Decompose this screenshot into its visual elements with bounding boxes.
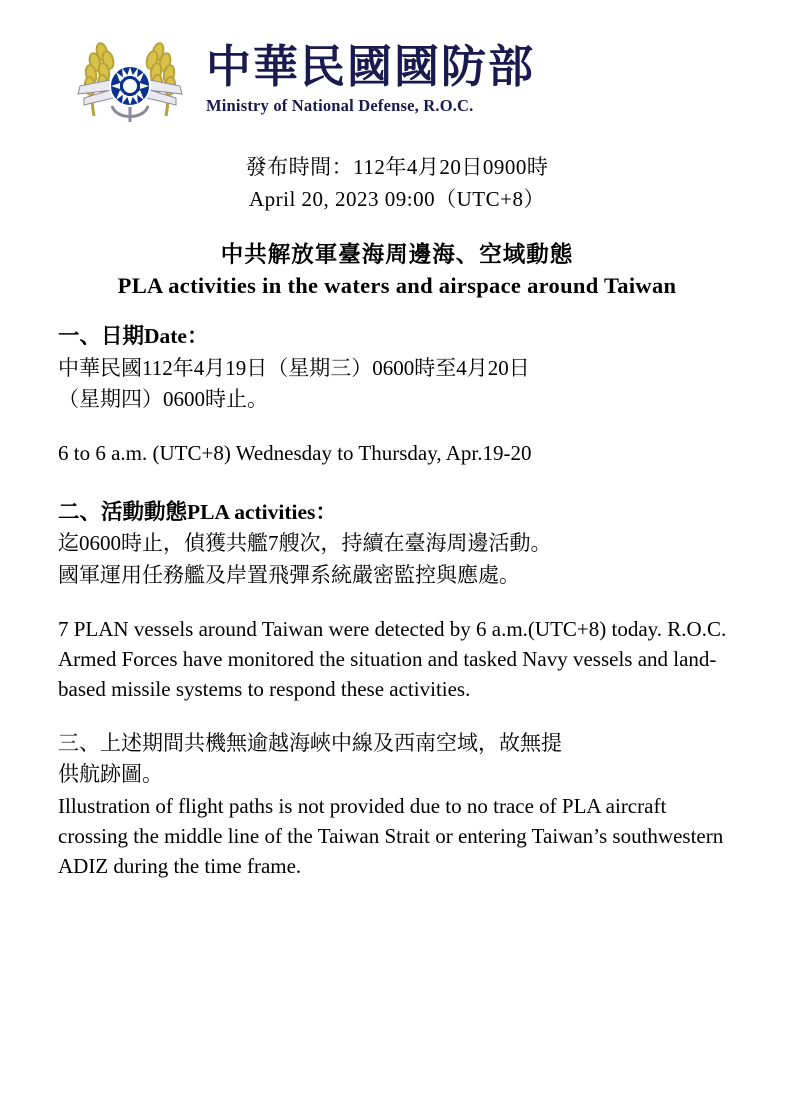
section-1-zh-line-1: 中華民國112年4月19日（星期三）0600時至4月20日: [58, 355, 530, 380]
section-3-zh-line-2: 供航跡圖。: [58, 762, 163, 787]
section-2-en: 7 PLAN vessels around Taiwan were detected by 6 a.m.(UTC+8) today. R.O.C. Armed Forces have monitored the situation and tasked Navy vessels and land-based missile systems to respond these activities.: [58, 617, 727, 701]
document-title-zh: 中共解放軍臺海周邊海、空域動態: [220, 242, 574, 267]
release-time-en: April 20, 2023 09:00（UTC+8）: [248, 186, 545, 211]
spacer: [58, 415, 738, 437]
document-header: [0, 0, 794, 138]
ministry-name-block: [206, 42, 535, 116]
document-title-block: [0, 237, 794, 299]
section-2-zh-line-1: 迄0600時止，偵獲共艦7艘次，持續在臺海周邊活動。: [58, 531, 552, 556]
roc-national-emblem-icon: [60, 24, 200, 134]
section-2-heading: 二、活動動態PLA activities：: [58, 499, 337, 524]
section-3-zh-line-1: 三、上述期間共機無逾越海峽中線及西南空域，故無提: [58, 730, 562, 755]
release-time-zh: 發布時間：112年4月20日0900時: [245, 155, 549, 179]
ministry-name-en: Ministry of National Defense, R.O.C.: [206, 95, 474, 115]
section-2-zh-line-2: 國軍運用任務艦及岸置飛彈系統嚴密監控與應處。: [58, 563, 520, 588]
spacer: [58, 591, 738, 613]
section-1-en: 6 to 6 a.m. (UTC+8) Wednesday to Thursday, Apr.19-20: [58, 441, 532, 466]
release-time-block: [0, 152, 794, 215]
section-1-zh-line-2: （星期四）0600時止。: [58, 387, 268, 412]
spacer: [58, 705, 738, 727]
section-1-heading: 一、日期Date：: [58, 324, 209, 348]
spacer: [58, 469, 738, 491]
section-3-en: Illustration of flight paths is not provided due to no trace of PLA aircraft crossing the middle line of the Taiwan Strait or entering Taiwan’s southwestern ADIZ during the time frame.: [58, 794, 724, 878]
document-title-en: PLA activities in the waters and airspace around Taiwan: [117, 273, 677, 298]
document-body: [0, 321, 794, 882]
ministry-name-zh: 中華民國國防部: [206, 42, 536, 93]
